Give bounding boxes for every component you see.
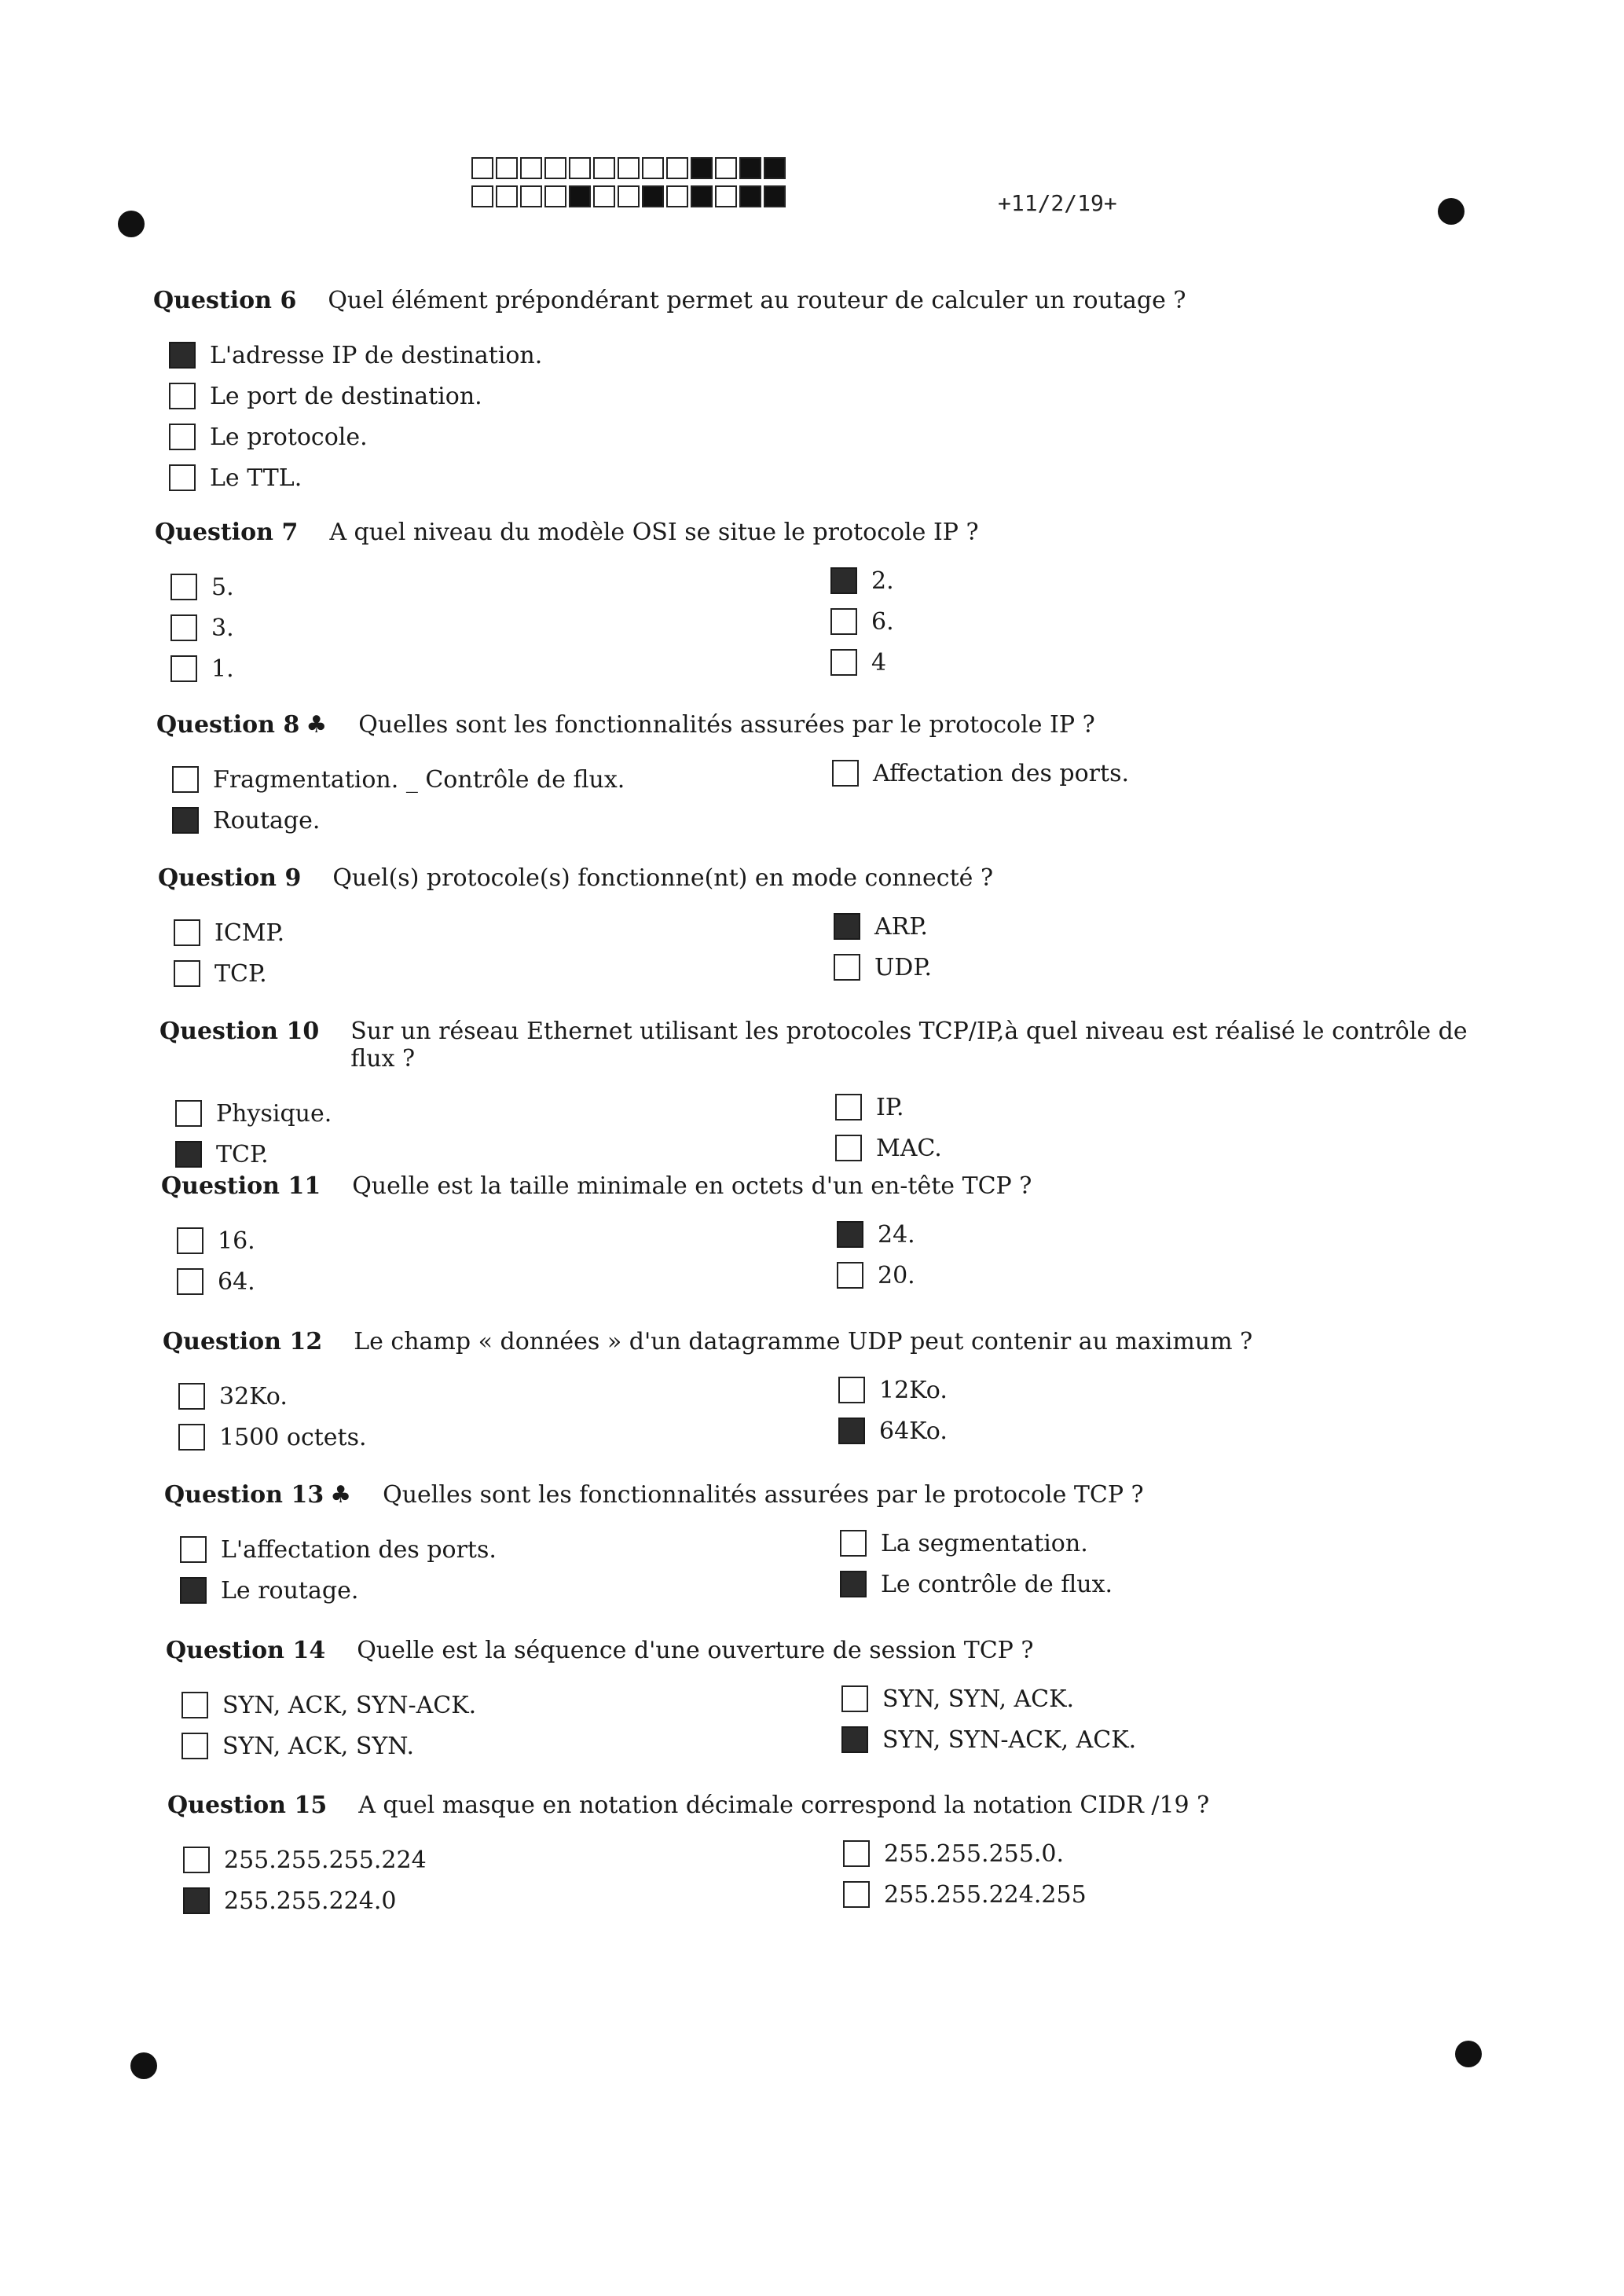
answer-label: 4 — [871, 648, 887, 677]
question-number: Question 8 ♣ — [156, 711, 328, 739]
answer-option[interactable] — [180, 1529, 840, 1570]
barcode-cell — [569, 157, 591, 179]
answer-label: 64. — [218, 1267, 255, 1296]
question-number: Question 11 — [161, 1172, 321, 1200]
checked-checkbox[interactable] — [834, 913, 860, 940]
answer-column-right — [834, 906, 932, 994]
answer-column-left — [183, 1839, 843, 1921]
answer-option[interactable] — [175, 1134, 835, 1175]
question-number: Question 6 — [153, 287, 297, 314]
checkbox[interactable] — [840, 1530, 867, 1557]
question-block — [153, 287, 1505, 498]
answer-options — [161, 1220, 1512, 1302]
answer-label: ARP. — [874, 912, 928, 941]
answer-column-left — [169, 335, 829, 498]
barcode-cell — [691, 185, 713, 207]
checked-checkbox[interactable] — [838, 1418, 865, 1444]
answer-option[interactable] — [169, 457, 829, 498]
answer-label: 1. — [211, 655, 234, 683]
barcode-cell — [739, 185, 761, 207]
answer-options — [158, 912, 1509, 994]
answer-option[interactable] — [834, 947, 932, 988]
answer-option[interactable] — [178, 1376, 838, 1417]
checked-checkbox[interactable] — [180, 1577, 207, 1604]
checkbox[interactable] — [830, 608, 857, 635]
barcode-cell — [642, 157, 664, 179]
barcode-cell — [666, 185, 688, 207]
barcode-cell — [471, 157, 493, 179]
barcode-cell — [471, 185, 493, 207]
question-block — [167, 1792, 1519, 1921]
answer-option[interactable] — [835, 1087, 942, 1128]
answer-option[interactable] — [174, 953, 834, 994]
answer-column-right — [838, 1370, 948, 1458]
answer-label: Le TTL. — [210, 464, 302, 492]
question-text: A quel niveau du modèle OSI se situe le protocole IP ? — [329, 519, 979, 546]
question-text: Quel élément prépondérant permet au routeur de calculer un routage ? — [328, 287, 1186, 314]
answer-option[interactable] — [841, 1678, 1136, 1719]
barcode-cell — [544, 185, 566, 207]
question-number: Question 13 ♣ — [164, 1481, 352, 1509]
answer-option[interactable] — [832, 753, 1129, 794]
answer-label: La segmentation. — [881, 1529, 1088, 1557]
answer-label: 5. — [211, 573, 234, 601]
checkbox[interactable] — [170, 574, 197, 600]
multiple-answer-club-icon: ♣ — [306, 711, 328, 739]
answer-option[interactable] — [180, 1570, 840, 1611]
answer-column-left — [177, 1220, 837, 1302]
answer-option[interactable] — [169, 335, 829, 376]
answer-label: 12Ko. — [879, 1376, 948, 1404]
answer-label: ICMP. — [214, 919, 285, 947]
question-header — [164, 1481, 1516, 1509]
answer-label: Physique. — [216, 1099, 332, 1128]
answer-column-left — [180, 1529, 840, 1611]
question-block — [155, 519, 1506, 689]
question-header — [166, 1637, 1517, 1664]
answer-label: 255.255.255.224 — [224, 1846, 427, 1874]
checkbox[interactable] — [170, 614, 197, 641]
barcode-cell — [715, 185, 737, 207]
answer-label: SYN, ACK, SYN-ACK. — [222, 1691, 477, 1719]
question-number: Question 15 — [167, 1792, 328, 1819]
answer-option[interactable] — [169, 376, 829, 416]
barcode-cell — [496, 157, 518, 179]
checked-checkbox[interactable] — [175, 1141, 202, 1168]
answer-options — [153, 335, 1505, 498]
answer-option[interactable] — [843, 1833, 1087, 1874]
barcode-cell — [593, 185, 615, 207]
registration-mark-bottom-left — [130, 2052, 157, 2079]
checkbox[interactable] — [835, 1094, 862, 1120]
answer-option[interactable] — [177, 1220, 837, 1261]
answer-label: SYN, SYN, ACK. — [882, 1685, 1075, 1713]
multiple-answer-club-icon: ♣ — [330, 1481, 352, 1509]
barcode-row — [471, 157, 788, 181]
answer-column-right — [840, 1523, 1113, 1611]
question-header — [153, 287, 1505, 314]
answer-option[interactable] — [837, 1255, 915, 1296]
answer-label: L'adresse IP de destination. — [210, 341, 543, 369]
checkbox[interactable] — [834, 954, 860, 981]
checkbox[interactable] — [843, 1881, 870, 1908]
question-text: Quelle est la séquence d'une ouverture de session TCP ? — [357, 1637, 1034, 1664]
question-number: Question 10 — [159, 1018, 320, 1045]
question-text: Quelles sont les fonctionnalités assurées par le protocole TCP ? — [383, 1481, 1144, 1509]
answer-label: SYN, ACK, SYN. — [222, 1732, 415, 1760]
answer-options — [159, 1093, 1511, 1175]
answer-option[interactable] — [838, 1370, 948, 1410]
answer-label: SYN, SYN-ACK, ACK. — [882, 1726, 1137, 1754]
answer-column-right — [832, 753, 1129, 841]
checkbox[interactable] — [175, 1100, 202, 1127]
question-text: Sur un réseau Ethernet utilisant les protocoles TCP/IP,à quel niveau est réalisé le contrôle de flux ? — [350, 1018, 1468, 1073]
checked-checkbox[interactable] — [837, 1221, 863, 1248]
question-text: Quel(s) protocole(s) fonctionne(nt) en mode connecté ? — [332, 864, 994, 892]
answer-column-right — [841, 1678, 1136, 1766]
answer-option[interactable] — [830, 642, 894, 683]
checked-checkbox[interactable] — [169, 342, 196, 369]
question-header — [155, 519, 1506, 546]
answer-label: TCP. — [214, 959, 267, 988]
checkbox[interactable] — [841, 1685, 868, 1712]
checkbox[interactable] — [181, 1692, 208, 1718]
registration-mark-top-right — [1438, 198, 1465, 225]
checkbox[interactable] — [180, 1536, 207, 1563]
barcode-cell — [691, 157, 713, 179]
answer-label: UDP. — [874, 953, 932, 981]
checkbox[interactable] — [177, 1268, 203, 1295]
checkbox[interactable] — [183, 1847, 210, 1873]
page-barcode — [471, 157, 788, 214]
question-block — [161, 1172, 1512, 1302]
answer-column-right — [843, 1833, 1087, 1921]
answer-option[interactable] — [170, 648, 830, 689]
answer-option[interactable] — [181, 1726, 841, 1766]
answer-option[interactable] — [835, 1128, 942, 1168]
answer-label: TCP. — [216, 1140, 269, 1168]
question-number: Question 9 — [158, 864, 302, 892]
question-text: Le champ « données » d'un datagramme UDP peut contenir au maximum ? — [354, 1328, 1253, 1355]
answer-options — [163, 1376, 1514, 1458]
checkbox[interactable] — [837, 1262, 863, 1289]
checkbox[interactable] — [843, 1840, 870, 1867]
answer-option[interactable] — [174, 912, 834, 953]
answer-label: 255.255.255.0. — [884, 1839, 1065, 1868]
answer-column-right — [835, 1087, 942, 1175]
answer-column-left — [170, 567, 830, 689]
answer-options — [155, 567, 1506, 689]
registration-mark-top-left — [118, 211, 145, 237]
question-block — [158, 864, 1509, 994]
answer-label: Routage. — [213, 806, 321, 834]
answer-label: 24. — [878, 1220, 915, 1249]
checkbox[interactable] — [169, 464, 196, 491]
barcode-cell — [544, 157, 566, 179]
answer-column-left — [178, 1376, 838, 1458]
answer-label: 2. — [871, 567, 894, 595]
barcode-cell — [642, 185, 664, 207]
answer-label: Fragmentation. _ Contrôle de flux. — [213, 765, 625, 794]
answer-options — [166, 1685, 1517, 1766]
barcode-cell — [666, 157, 688, 179]
question-header — [161, 1172, 1512, 1200]
answer-column-right — [837, 1214, 915, 1302]
checkbox[interactable] — [172, 766, 199, 793]
registration-mark-bottom-right — [1455, 2041, 1482, 2067]
checkbox[interactable] — [835, 1135, 862, 1161]
question-block — [156, 711, 1508, 841]
answer-option[interactable] — [837, 1214, 915, 1255]
answer-option[interactable] — [177, 1261, 837, 1302]
checkbox[interactable] — [170, 655, 197, 682]
question-header — [159, 1018, 1511, 1073]
barcode-cell — [618, 157, 640, 179]
answer-option[interactable] — [183, 1839, 843, 1880]
answer-label: 1500 octets. — [219, 1423, 367, 1451]
answer-option[interactable] — [843, 1874, 1087, 1915]
answer-label: 255.255.224.0 — [224, 1887, 397, 1915]
checkbox[interactable] — [181, 1733, 208, 1759]
checkbox[interactable] — [838, 1377, 865, 1403]
answer-option[interactable] — [175, 1093, 835, 1134]
answer-label: 64Ko. — [879, 1417, 948, 1445]
checkbox[interactable] — [178, 1424, 205, 1451]
checked-checkbox[interactable] — [841, 1726, 868, 1753]
checked-checkbox[interactable] — [183, 1887, 210, 1914]
answer-option[interactable] — [178, 1417, 838, 1458]
barcode-cell — [520, 185, 542, 207]
checkbox[interactable] — [178, 1383, 205, 1410]
answer-label: Le port de destination. — [210, 382, 482, 410]
answer-label: Le routage. — [221, 1576, 359, 1605]
question-number: Question 14 — [166, 1637, 326, 1664]
checkbox[interactable] — [830, 649, 857, 676]
answer-option[interactable] — [838, 1410, 948, 1451]
answer-option[interactable] — [840, 1564, 1113, 1605]
barcode-cell — [715, 157, 737, 179]
answer-options — [164, 1529, 1516, 1611]
answer-option[interactable] — [170, 567, 830, 607]
question-header — [158, 864, 1509, 892]
answer-column-left — [175, 1093, 835, 1175]
answer-option[interactable] — [834, 906, 932, 947]
checked-checkbox[interactable] — [172, 807, 199, 834]
barcode-cell — [764, 185, 786, 207]
answer-column-left — [181, 1685, 841, 1766]
question-text: Quelle est la taille minimale en octets d'un en-tête TCP ? — [352, 1172, 1032, 1200]
barcode-cell — [739, 157, 761, 179]
barcode-cell — [496, 185, 518, 207]
question-header — [163, 1328, 1514, 1355]
answer-option[interactable] — [181, 1685, 841, 1726]
answer-option[interactable] — [830, 601, 894, 642]
checkbox[interactable] — [177, 1227, 203, 1254]
answer-option[interactable] — [172, 800, 832, 841]
answer-option[interactable] — [840, 1523, 1113, 1564]
answer-label: Le contrôle de flux. — [881, 1570, 1113, 1598]
answer-option[interactable] — [841, 1719, 1136, 1760]
answer-label: L'affectation des ports. — [221, 1535, 497, 1564]
answer-column-right — [830, 560, 894, 689]
answer-option[interactable] — [172, 759, 832, 800]
answer-label: 6. — [871, 607, 894, 636]
barcode-cell — [593, 157, 615, 179]
answer-label: 32Ko. — [219, 1382, 288, 1410]
answer-column-left — [174, 912, 834, 994]
barcode-cell — [569, 185, 591, 207]
answer-label: Le protocole. — [210, 423, 368, 451]
question-number: Question 12 — [163, 1328, 323, 1355]
answer-label: 20. — [878, 1261, 915, 1289]
checkbox[interactable] — [174, 919, 200, 946]
answer-label: IP. — [876, 1093, 904, 1121]
question-block — [159, 1018, 1511, 1175]
answer-option[interactable] — [183, 1880, 843, 1921]
question-block — [166, 1637, 1517, 1766]
question-text: Quelles sont les fonctionnalités assurées par le protocole IP ? — [358, 711, 1095, 739]
answer-column-left — [172, 759, 832, 841]
question-text: A quel masque en notation décimale correspond la notation CIDR /19 ? — [358, 1792, 1210, 1819]
question-block — [164, 1481, 1516, 1611]
answer-option[interactable] — [169, 416, 829, 457]
barcode-cell — [764, 157, 786, 179]
answer-options — [156, 759, 1508, 841]
answer-label: 16. — [218, 1227, 255, 1255]
answer-label: 3. — [211, 614, 234, 642]
barcode-cell — [520, 157, 542, 179]
question-header — [156, 711, 1508, 739]
checked-checkbox[interactable] — [840, 1571, 867, 1597]
question-block — [163, 1328, 1514, 1458]
question-number: Question 7 — [155, 519, 299, 546]
answer-label: 255.255.224.255 — [884, 1880, 1087, 1909]
answer-option[interactable] — [170, 607, 830, 648]
checkbox[interactable] — [832, 760, 859, 787]
checkbox[interactable] — [169, 424, 196, 450]
page-id: +11/2/19+ — [998, 190, 1117, 216]
answer-label: MAC. — [876, 1134, 942, 1162]
answer-options — [167, 1839, 1519, 1921]
question-header — [167, 1792, 1519, 1819]
checkbox[interactable] — [169, 383, 196, 409]
answer-label: Affectation des ports. — [873, 759, 1130, 787]
barcode-row — [471, 185, 788, 209]
checked-checkbox[interactable] — [830, 567, 857, 594]
checkbox[interactable] — [174, 960, 200, 987]
answer-option[interactable] — [830, 560, 894, 601]
barcode-cell — [618, 185, 640, 207]
